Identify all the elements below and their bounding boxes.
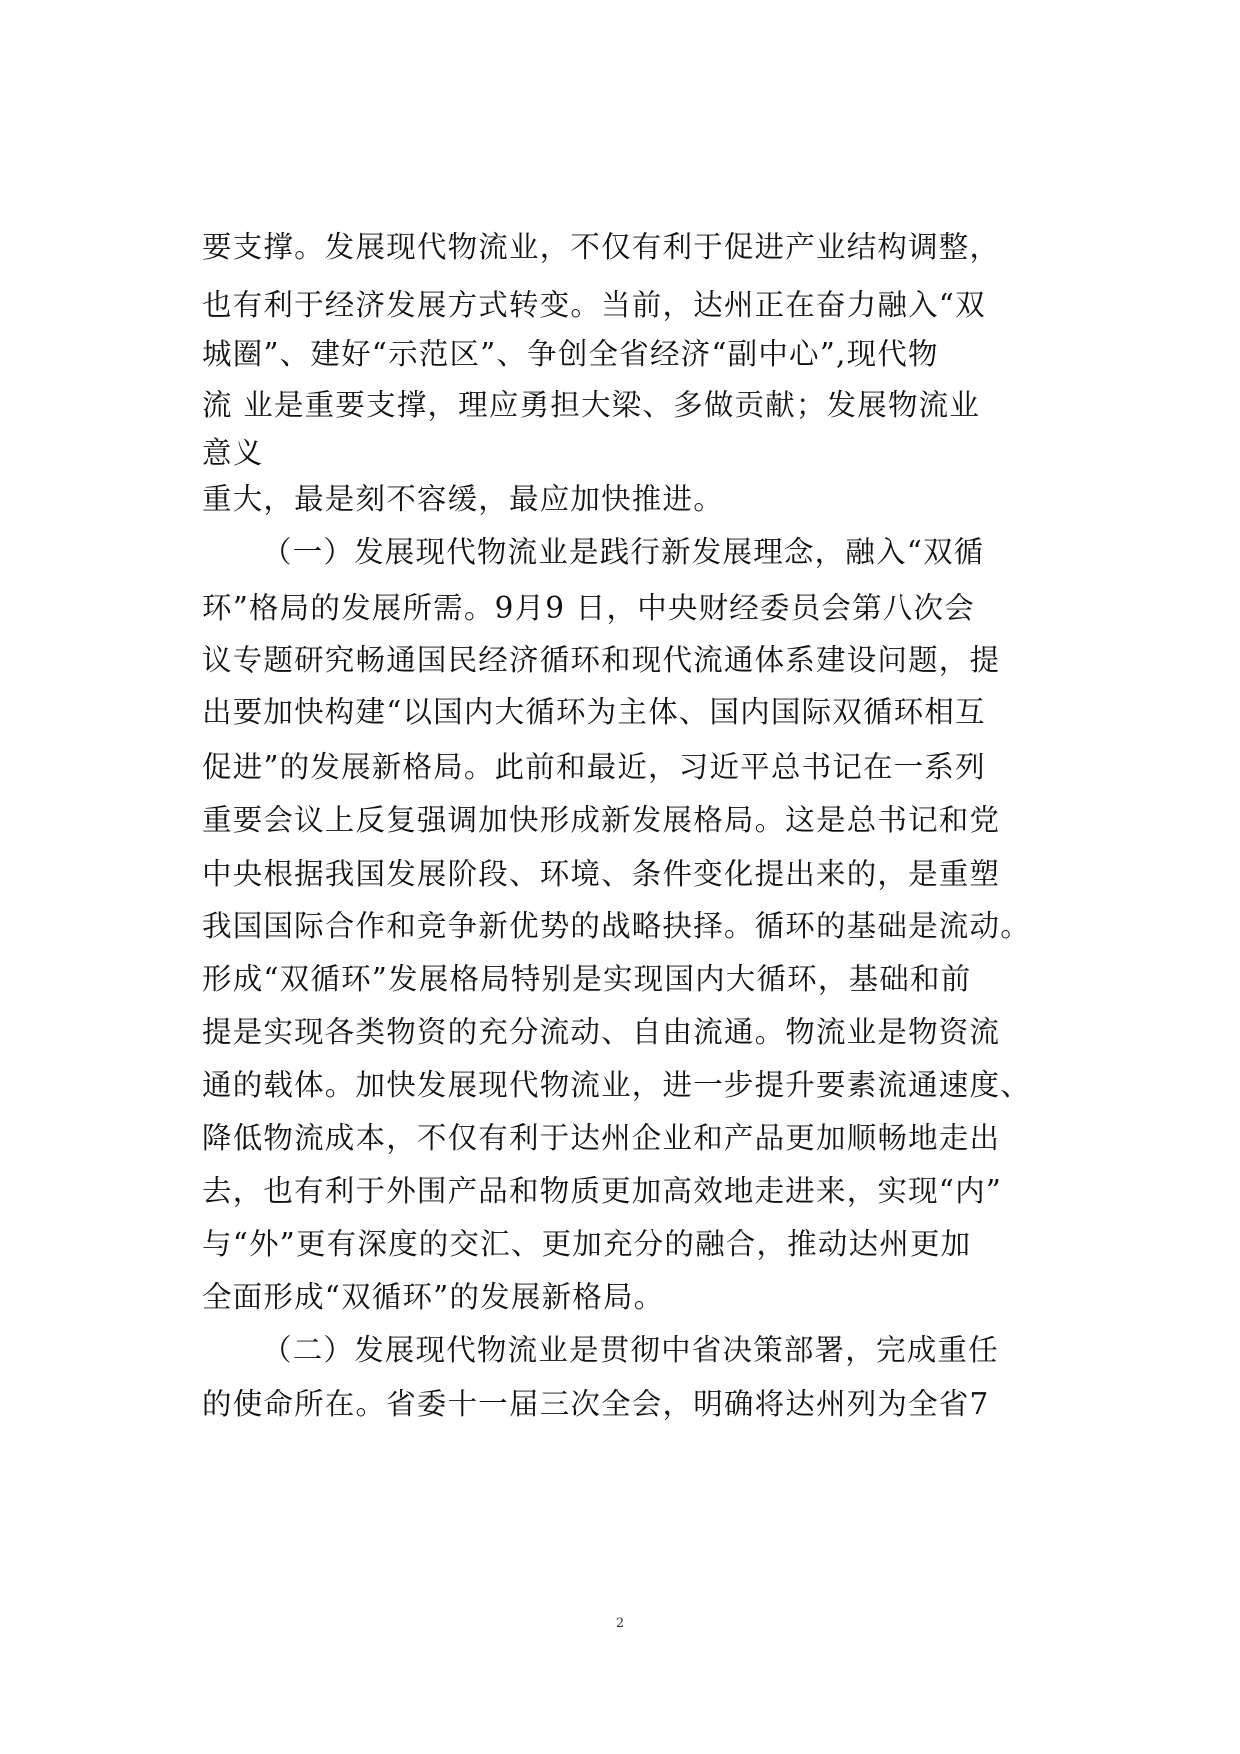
text-line: 与“外”更有深度的交汇、更加充分的融合，推动达州更加 (202, 1227, 972, 1261)
text-line: 意义 (202, 436, 264, 470)
text-line: 环”格局的发展所需。9月9 日，中央财经委员会第八次会 (202, 591, 975, 625)
text-line: 也有利于经济发展方式转变。当前，达州正在奋力融入“双 (202, 288, 986, 322)
text-line: 促进”的发展新格局。此前和最近，习近平总书记在一系列 (202, 750, 986, 784)
text-line: 重大，最是刻不容缓，最应加快推进。 (202, 482, 724, 516)
page-number: 2 (615, 1616, 625, 1631)
text-line: 的使命所在。省委十一届三次全会，明确将达州列为全省7 (202, 1387, 990, 1421)
paragraph-heading-line: （二）发展现代物流业是贯彻中省决策部署，完成重任 (262, 1333, 999, 1367)
text-line: 中央根据我国发展阶段、环境、条件变化提出来的，是重塑 (202, 857, 1001, 891)
text-line: 要支撑。发展现代物流业，不仅有利于促进产业结构调整， (202, 230, 1001, 264)
text-line: 重要会议上反复强调加快形成新发展格局。这是总书记和党 (202, 803, 1001, 837)
text-line: 城圈”、建好“示范区”、争创全省经济“副中心”,现代物 (202, 337, 939, 371)
text-line: 通的载体。加快发展现代物流业，进一步提升要素流通速度、 (202, 1068, 1031, 1102)
text-line: 流 业是重要支撑，理应勇担大梁、多做贡献；发展物流业 (202, 388, 981, 422)
text-line: 去，也有利于外围产品和物质更加高效地走进来，实现“内” (202, 1174, 1003, 1208)
paragraph-heading-line: （一）发展现代物流业是践行新发展理念，融入“双循 (262, 535, 985, 569)
text-line: 出要加快构建“以国内大循环为主体、国内国际双循环相互 (202, 695, 986, 729)
text-line: 提是实现各类物资的充分流动、自由流通。物流业是物资流 (202, 1015, 1001, 1049)
text-line: 全面形成“双循环”的发展新格局。 (202, 1280, 665, 1314)
text-line: 形成“双循环”发展格局特别是实现国内大循环，基础和前 (202, 962, 972, 996)
text-line: 议专题研究畅通国民经济循环和现代流通体系建设问题，提 (202, 643, 1001, 677)
text-line: 降低物流成本，不仅有利于达州企业和产品更加顺畅地走出 (202, 1121, 1001, 1155)
text-line: 我国国际合作和竞争新优势的战略抉择。循环的基础是流动。 (202, 909, 1031, 943)
